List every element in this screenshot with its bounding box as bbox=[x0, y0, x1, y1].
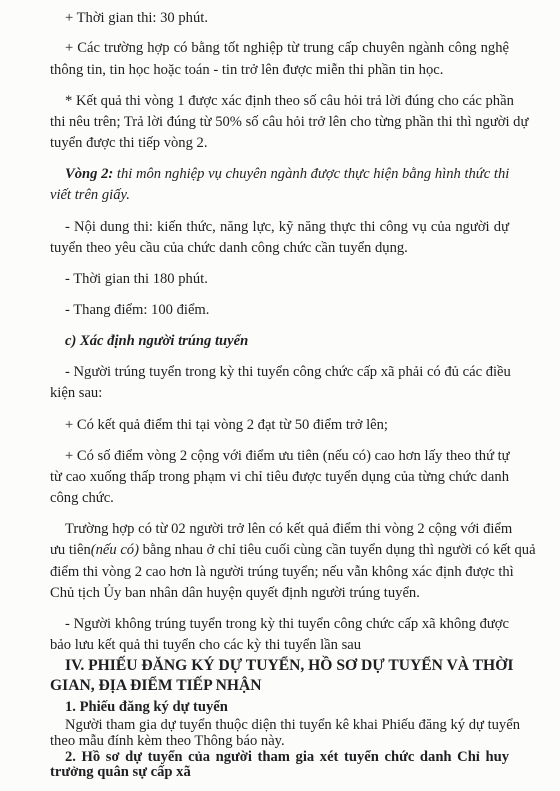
vong-2-text: thi môn nghiệp vụ chuyên ngành được thực hiện bằng hình thức thi bbox=[116, 166, 510, 182]
subheading-2-cont: trưởng quân sự cấp xã bbox=[50, 764, 191, 780]
text-line: viết trên giấy. bbox=[50, 187, 130, 203]
section-heading-iv-cont: GIAN, ĐỊA ĐIỂM TIẾP NHẬN bbox=[50, 677, 262, 694]
text-line: - Người trúng tuyển trong kỳ thi tuyển công chức cấp xã phải có đủ các điều bbox=[65, 364, 511, 380]
subheading-1: 1. Phiếu đăng ký dự tuyển bbox=[65, 699, 228, 715]
text-line: * Kết quả thi vòng 1 được xác định theo số câu hỏi trả lời đúng cho các phần bbox=[65, 93, 514, 109]
text-line: bảo lưu kết quả thi tuyển cho các kỳ thi tuyển lần sau bbox=[50, 637, 362, 653]
section-heading-c: c) Xác định người trúng tuyển bbox=[65, 333, 249, 349]
text-line: - Nội dung thi: kiến thức, năng lực, kỹ năng thực thi công vụ của người dự bbox=[65, 219, 509, 235]
text-line: + Có kết quả điểm thi tại vòng 2 đạt từ 50 điểm trở lên; bbox=[65, 417, 388, 433]
text-line: điểm thi vòng 2 cao hơn là người trúng tuyển; nếu vẫn không xác định được thì bbox=[50, 564, 514, 580]
text-line: - Thang điểm: 100 điểm. bbox=[65, 302, 210, 318]
text-line: Người tham gia dự tuyển thuộc diện thi tuyển kê khai Phiếu đăng ký dự tuyển bbox=[65, 717, 520, 733]
text-line: theo mẫu đính kèm theo Thông báo này. bbox=[50, 733, 285, 749]
text-line: - Thời gian thi 180 phút. bbox=[65, 271, 208, 287]
neu-co-note: (nếu có) bbox=[90, 542, 139, 558]
text-line: Trường hợp có từ 02 người trở lên có kết quả điểm thi vòng 2 cộng với điểm bbox=[65, 521, 513, 537]
text-line: Chủ tịch Ủy ban nhân dân huyện quyết định người trúng tuyển. bbox=[50, 585, 420, 601]
text-line: thông tin, tin học hoặc toán - tin trở lên được miễn thi phần tin học. bbox=[50, 62, 444, 78]
text-line: ưu tiên(nếu có) bằng nhau ở chỉ tiêu cuối cùng cần tuyển dụng thì người có kết quả bbox=[50, 542, 536, 558]
vong-2-label: Vòng 2: bbox=[65, 166, 114, 182]
text-line: + Có số điểm vòng 2 cộng với điểm ưu tiên (nếu có) cao hơn lấy theo thứ tự bbox=[65, 448, 510, 464]
text-line: tuyển được thi tiếp vòng 2. bbox=[50, 135, 208, 151]
text-line: công chức. bbox=[50, 490, 114, 506]
text-line: tuyển theo yêu cầu của chức danh công chức cần tuyển dụng. bbox=[50, 240, 408, 256]
text-line: thi nêu trên; Trả lời đúng từ 50% số câu hỏi trở lên cho từng phần thi thì người dự bbox=[50, 114, 529, 130]
text-line: + Thời gian thi: 30 phút. bbox=[65, 10, 208, 26]
text-line: từ cao xuống thấp trong phạm vi chỉ tiêu được tuyển dụng của từng chức danh bbox=[50, 469, 509, 485]
subheading-2: 2. Hồ sơ dự tuyển của người tham gia xét tuyển chức danh Chỉ huy bbox=[65, 749, 509, 765]
section-heading-iv: IV. PHIẾU ĐĂNG KÝ DỰ TUYỂN, HỒ SƠ DỰ TUYỂN VÀ THỜI bbox=[65, 657, 514, 674]
text-line: + Các trường hợp có bằng tốt nghiệp từ trung cấp chuyên ngành công nghệ bbox=[65, 40, 509, 56]
text-line: - Người không trúng tuyển trong kỳ thi tuyển công chức cấp xã không được bbox=[65, 616, 509, 632]
text-line: kiện sau: bbox=[50, 385, 103, 401]
heading-vong-2 bbox=[65, 164, 509, 184]
